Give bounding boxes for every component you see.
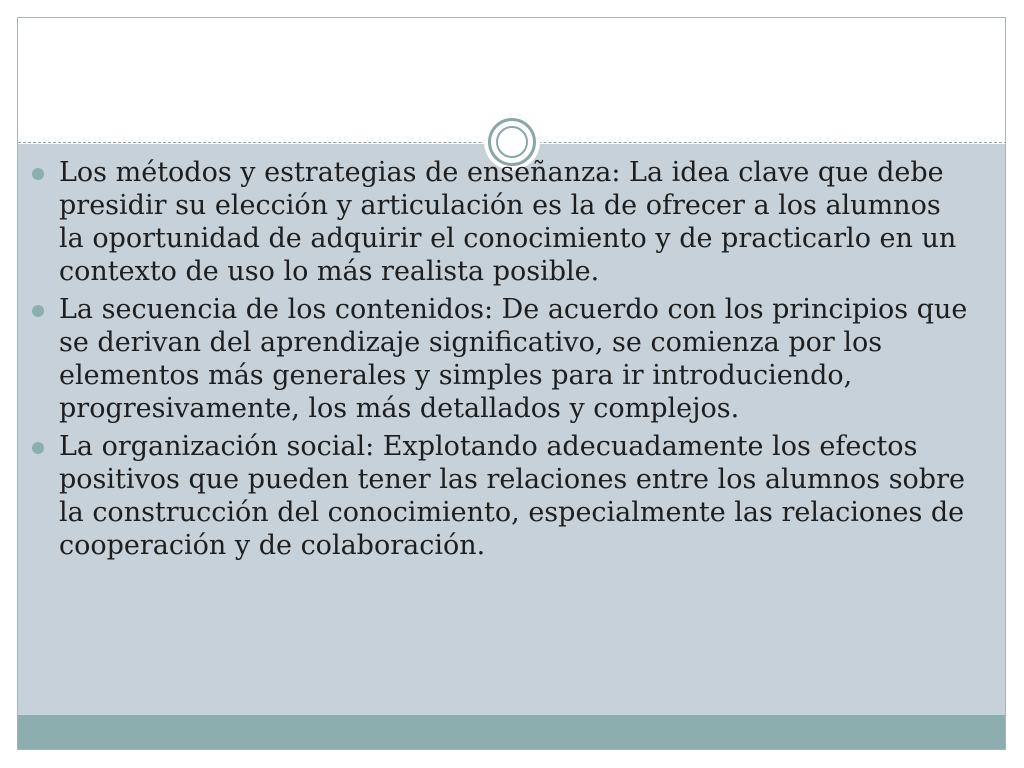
bullet-item [32, 293, 972, 425]
bullet-text: La organización social: Explotando adecuadamente los efectos positivos que pueden tener las relaciones entre los alumnos sobre la construcción del conocimiento, especialmente las relaciones de cooperación y de colaboración. [59, 431, 965, 561]
bullet-item [32, 430, 972, 562]
bullet-dot-icon [32, 442, 44, 454]
circle-inner-ring [496, 126, 528, 158]
bullet-item [32, 156, 972, 288]
bullet-dot-icon [32, 168, 44, 180]
bullet-text: La secuencia de los contenidos: De acuerdo con los principios que se derivan del aprendizaje significativo, se comienza por los elementos más generales y simples para ir introduciendo, progresivamente, los más detallados y complejos. [59, 294, 968, 424]
bullet-text: Los métodos y estrategias de enseñanza: La idea clave que debe presidir su elección y articulación es la de ofrecer a los alumnos la oportunidad de adquirir el conocimiento y de practicarlo en un contexto de uso lo más realista posible. [59, 157, 957, 287]
bullet-list [32, 156, 972, 567]
bullet-dot-icon [32, 305, 44, 317]
footer-bar [18, 715, 1006, 749]
